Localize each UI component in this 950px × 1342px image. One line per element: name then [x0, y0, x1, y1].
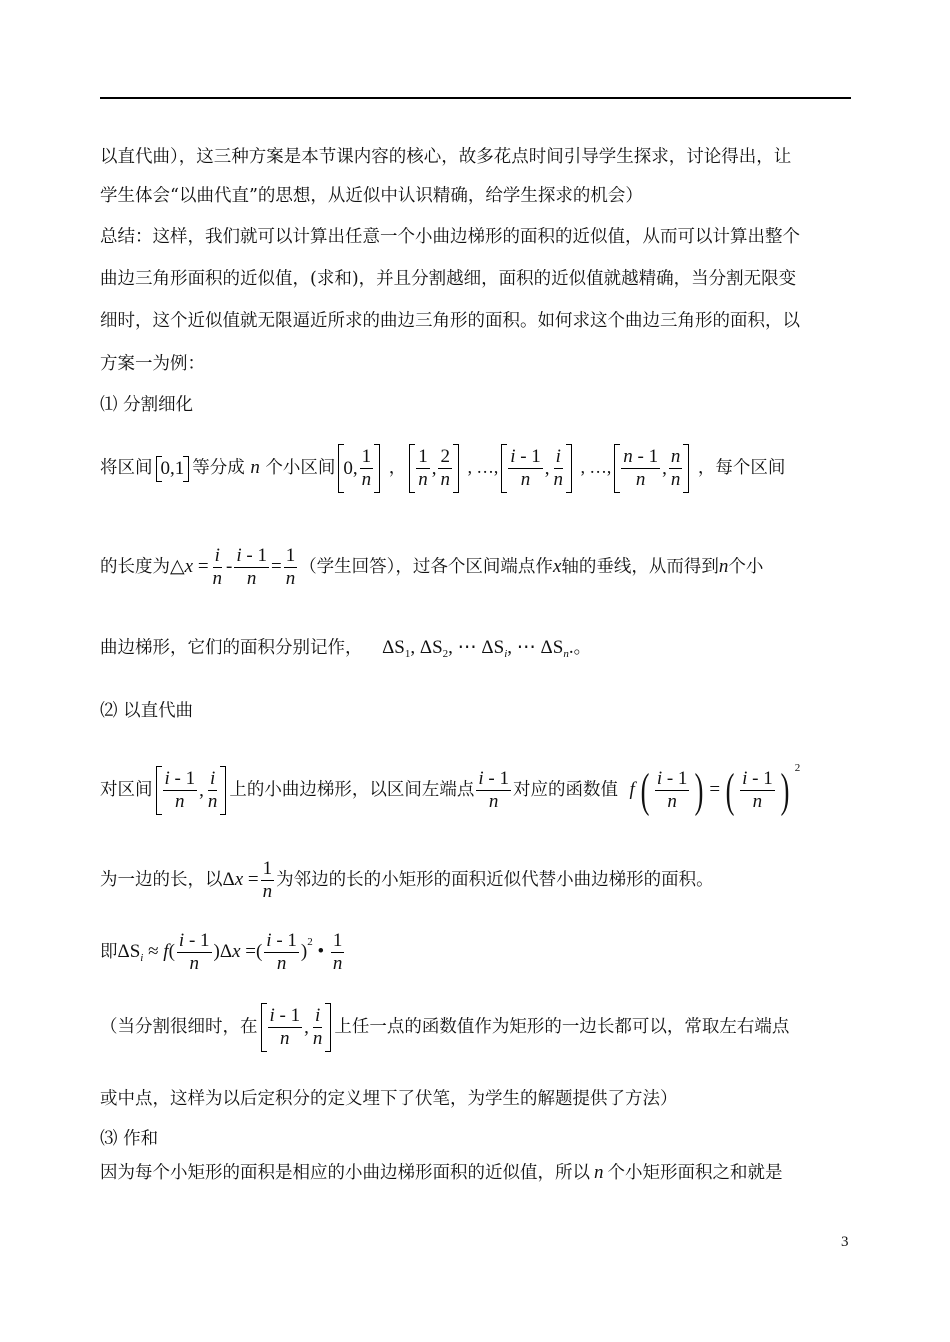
formula-line-delta-x: 的长度为△x = $\frac{i}{n}$ - $\frac{i - 1}{n}$ = $\frac{1}{n}$ （学生回答），过各个区间端点作x轴的垂线，从而得到n个小: [100, 545, 764, 589]
paragraph-line: 因为每个小矩形的面积是相应的小曲边梯形面积的近似值，所以 n 个小矩形面积之和就是: [100, 1162, 783, 1183]
formula-line-left-endpoint: 对区间 $\frac{i - 1}{n}$ , $\frac{i}{n}$ 上的小曲边梯形，以区间左端点 $\frac{i - 1}{n}$ 对应的函数值 f ( $\frac{i - 1}{n}$ ) = ( $\frac{i - 1}{n}$ ) $^2$: [100, 762, 801, 817]
interval-0-1: 0,1: [156, 456, 190, 482]
section-heading: ⑴ 分割细化: [100, 395, 194, 415]
paragraph-line: 细时，这个近似值就无限逼近所求的曲边三角形的面积。如何求这个曲边三角形的面积，以: [100, 311, 800, 331]
paragraph-line: 或中点，这样为以后定积分的定义埋下了伏笔，为学生的解题提供了方法）: [100, 1089, 678, 1109]
paragraph-line: 学生体会“以曲代直”的思想，从近似中认识精确，给学生探求的机会）: [100, 186, 643, 206]
paragraph-line: 以直代曲），这三种方案是本节课内容的核心，故多花点时间引导学生探求，讨论得出，让: [100, 147, 792, 167]
page-number: 3: [841, 1234, 849, 1250]
formula-line-approx: 即$\Delta S_i \approx f$( $\frac{i - 1}{n}$ )Δx =( $\frac{i - 1}{n}$ )$^2$ • $\frac{1}{n}$: [100, 930, 343, 974]
formula-line-rect: 为一边的长，以Δx = $\frac{1}{n}$ 为邻边的长的小矩形的面积近似代替小曲边梯形的面积。: [100, 858, 714, 902]
section-heading: ⑵ 以直代曲: [100, 701, 194, 721]
formula-line-intervals: 将区间 0,1 等分成 n 个小区间 0, $\frac{1}{n}$ ， $\frac{1}{n}$ , $\frac{2}{n}$ , …, $\frac{i - 1}{n}$ , $\frac{i}{n}$ , …, $\frac{n - 1}{n}$ , $\frac{n}{n}$ ，每个区间: [100, 444, 785, 493]
header-rule: [100, 97, 851, 99]
paragraph-line: 曲边三角形面积的近似值，(求和)，并且分割越细，面积的近似值就越精确，当分割无限变: [100, 269, 797, 289]
paragraph-line: 方案一为例：: [100, 354, 205, 374]
paragraph-line: 总结：这样，我们就可以计算出任意一个小曲边梯形的面积的近似值，从而可以计算出整个: [100, 227, 800, 247]
formula-line-note: （当分割很细时，在 $\frac{i - 1}{n}$ , $\frac{i}{n}$ 上任一点的函数值作为矩形的一边长都可以，常取左右端点: [100, 1003, 789, 1052]
formula-line-areas: 曲边梯形，它们的面积分别记作， $\Delta S_1$, $\Delta S_2$, ⋯ $\Delta S_i$, ⋯ $\Delta S_n$.。: [100, 637, 592, 660]
section-heading: ⑶ 作和: [100, 1129, 159, 1149]
